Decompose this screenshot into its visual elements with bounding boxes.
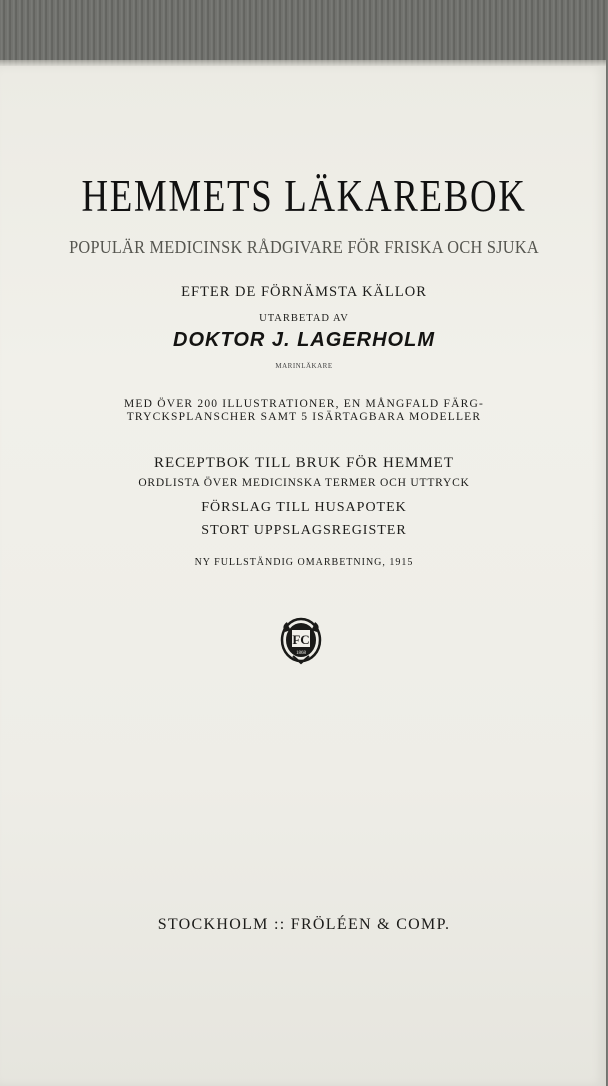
contents-pharmacy: FÖRSLAG TILL HUSAPOTEK <box>201 500 407 515</box>
edited-by-line: UTARBETAD AV <box>259 313 349 324</box>
author-title: MARINLÄKARE <box>275 362 333 370</box>
edition-line: NY FULLSTÄNDIG OMARBETNING, 1915 <box>194 557 414 568</box>
publisher-emblem-icon <box>279 616 323 666</box>
contents-index: STORT UPPSLAGSREGISTER <box>201 523 407 538</box>
contents-recipe-book: RECEPTBOK TILL BRUK FÖR HEMMET <box>153 455 454 471</box>
illustrations-line-1: MED ÖVER 200 ILLUSTRATIONER, EN MÅNGFALD FÄRG- <box>123 398 485 410</box>
illustrations-line-2: TRYCKSPLANSCHER SAMT 5 ISÄRTAGBARA MODELLER <box>126 411 482 423</box>
book-subtitle: POPULÄR MEDICINSK RÅDGIVARE FÖR FRISKA OCH SJUKA <box>69 237 539 257</box>
sources-line: EFTER DE FÖRNÄMSTA KÄLLOR <box>181 284 427 300</box>
book-title: HEMMETS LÄKAREBOK <box>81 171 527 221</box>
emblem-year: 1868 <box>296 651 306 656</box>
author-name: DOKTOR J. LAGERHOLM <box>173 329 435 351</box>
imprint-line: STOCKHOLM :: FRÖLÉEN & COMP. <box>157 916 451 933</box>
contents-glossary: ORDLISTA ÖVER MEDICINSKA TERMER OCH UTTRYCK <box>138 477 470 489</box>
emblem-monogram: FC <box>292 632 310 647</box>
